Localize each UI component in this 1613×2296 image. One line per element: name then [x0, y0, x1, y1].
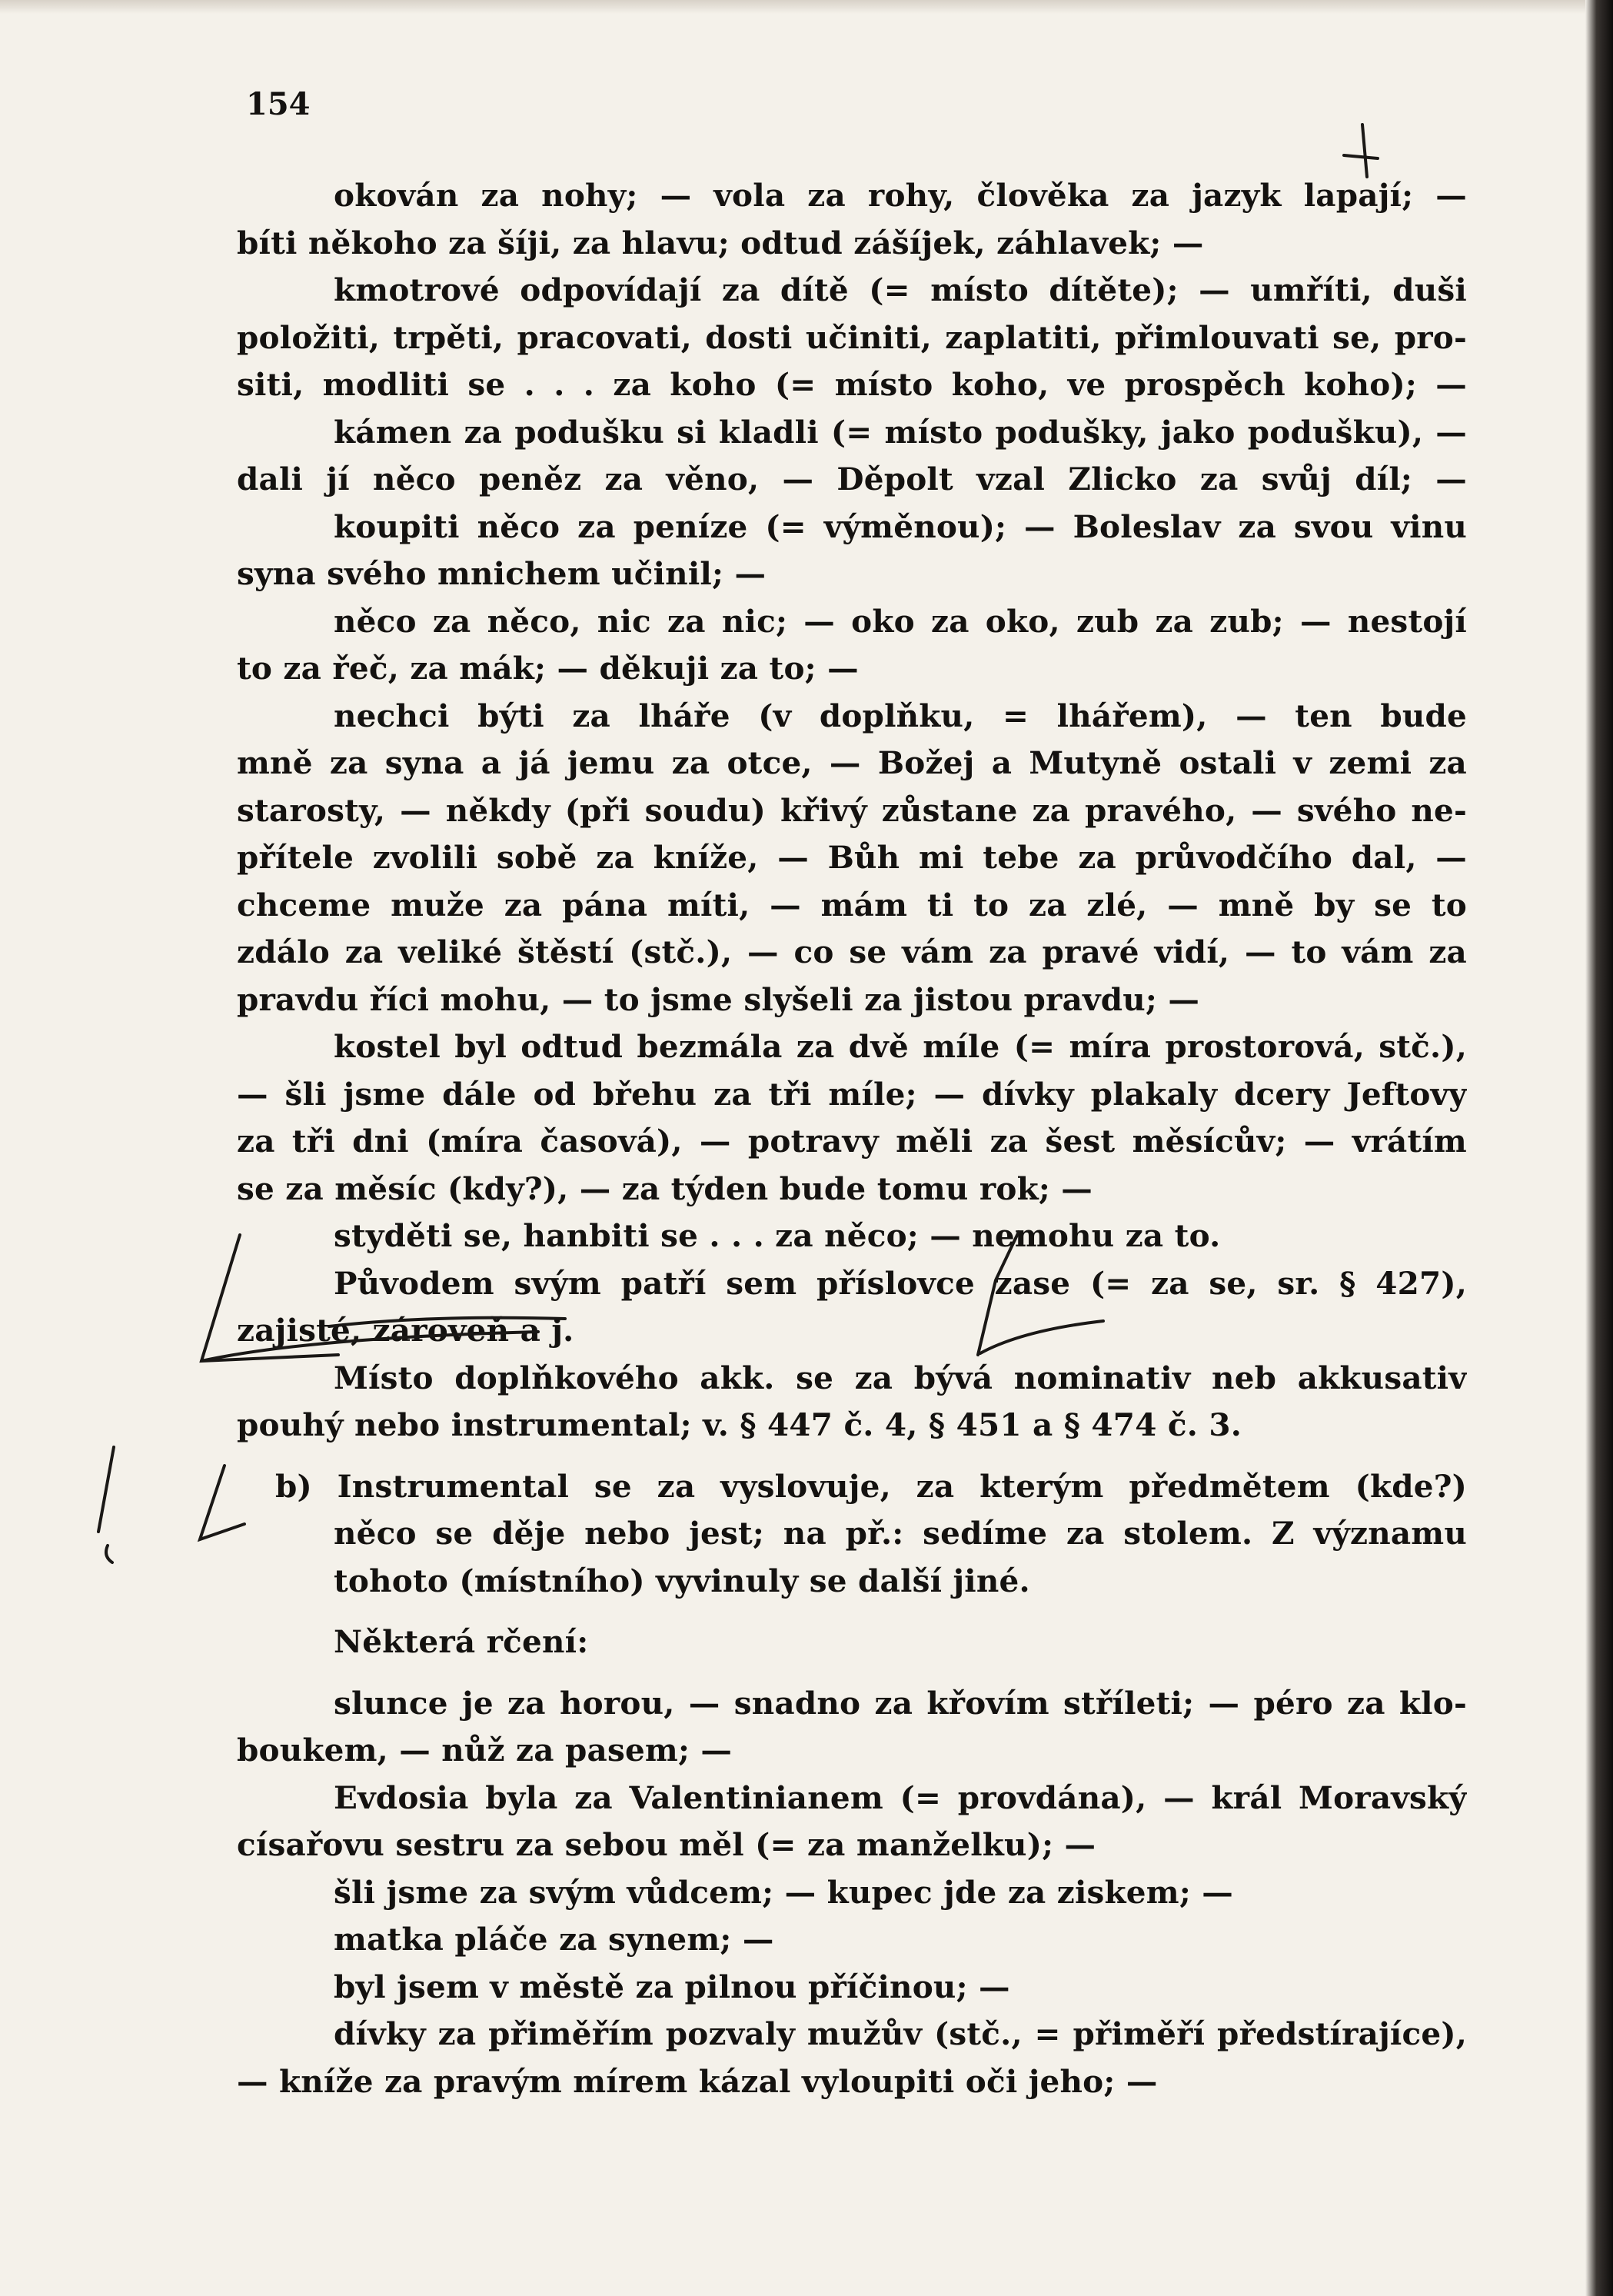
text-line: kmotrové odpovídají za dítě (= místo dítěte); — umříti, duši [334, 271, 1467, 308]
paragraph-gap [237, 1449, 1467, 1463]
text-line: něco se děje nebo jest; na př.: sedíme za stolem. Z významu [334, 1515, 1467, 1552]
text-line: Místo doplňkového akk. se za bývá nominativ neb akkusativ [334, 1359, 1467, 1396]
text-line: mně za syna a já jemu za otce, — Božej a Mutyně ostali v zemi za [237, 744, 1467, 781]
text-line: koupiti něco za peníze (= výměnou); — Boleslav za svou vinu [334, 507, 1467, 545]
text-line: zdálo za veliké štěstí (stč.), — co se vám za pravé vidí, — to vám za [237, 933, 1467, 970]
text-line: syna svého mnichem učinil; — [237, 555, 767, 592]
exclamation-mark-left [98, 1447, 114, 1532]
text-line: slunce je za horou, — snadno za křovím stříleti; — péro za klo- [334, 1684, 1467, 1722]
text-line: položiti, trpěti, pracovati, dosti učiniti, zaplatiti, přimlouvati se, pro- [237, 318, 1467, 356]
text-line: to za řeč, za mák; — děkuji za to; — [237, 650, 859, 687]
text-line: za tři dni (míra časová), — potravy měli za šest měsícův; — vrátím [237, 1123, 1467, 1160]
text-line: — kníže za pravým mírem kázal vyloupiti oči jeho; — [237, 2062, 1158, 2100]
text-line: šli jsme za svým vůdcem; — kupec jde za ziskem; — [334, 1873, 1233, 1911]
text-line: styděti se, hanbiti se . . . za něco; — nemohu za to. [334, 1217, 1221, 1254]
text-line: boukem, — nůž za pasem; — [237, 1732, 733, 1769]
text-line: pravdu říci mohu, — to jsme slyšeli za jistou pravdu; — [237, 980, 1200, 1018]
text-line: kostel byl odtud bezmála za dvě míle (= míra prostorová, stč.), [334, 1028, 1467, 1065]
text-line: dívky za přiměřím pozvaly mužův (stč., = přiměří předstírajíce), [334, 2015, 1467, 2052]
text-line: starosty, — někdy (při soudu) křivý zůstane za pravého, — svého ne- [237, 791, 1467, 829]
text-line: Evdosia byla za Valentinianem (= provdána), — král Moravský [334, 1779, 1467, 1816]
text-line: byl jsem v městě za pilnou příčinou; — [334, 1968, 1010, 2005]
text-line: siti, modliti se . . . za koho (= místo koho, ve prospěch koho); — [237, 366, 1467, 403]
text-line: dali jí něco peněz za věno, — Děpolt vzal Zlicko za svůj díl; — [237, 461, 1467, 497]
text-line: b) Instrumental se za vyslovuje, za kterým předmětem (kde?) [275, 1467, 1467, 1505]
text-line: císařovu sestru za sebou měl (= za manželku); — [237, 1826, 1096, 1863]
page-right-edge [1585, 0, 1613, 2296]
text-line: chceme muže za pána míti, — mám ti to za zlé, — mně by se to [237, 886, 1467, 923]
text-line: Některá rčení: [334, 1623, 589, 1660]
text-line: zajisté, zároveň a j. [237, 1312, 574, 1349]
text-line: přítele zvolili sobě za kníže, — Bůh mi tebe za průvodčího dal, — [237, 839, 1467, 876]
text-line: kámen za podušku si kladli (= místo podušky, jako podušku), — [334, 413, 1467, 451]
paragraph-gap [237, 1605, 1467, 1619]
page-top-edge [0, 0, 1613, 14]
body-text [237, 172, 1467, 2105]
text-line: pouhý nebo instrumental; v. § 447 č. 4, § 451 a § 474 č. 3. [237, 1406, 1242, 1443]
text-line: matka pláče za synem; — [334, 1921, 774, 1958]
text-line: okován za nohy; — vola za rohy, člověka za jazyk lapají; — [334, 177, 1467, 214]
text-line: — šli jsme dále od břehu za tři míle; — dívky plakaly dcery Jeftovy [237, 1075, 1467, 1113]
text-line: bíti někoho za šíji, za hlavu; odtud zášíjek, záhlavek; — [237, 224, 1204, 261]
paragraph-gap [237, 1666, 1467, 1680]
text-line: nechci býti za lháře (v doplňku, = lhářem), — ten bude [334, 697, 1467, 734]
corner-mark [1344, 125, 1378, 177]
text-line: něco za něco, nic za nic; — oko za oko, zub za zub; — nestojí [334, 602, 1467, 640]
page-number: 154 [246, 86, 311, 122]
text-line: tohoto (místního) vyvinuly se další jiné. [334, 1562, 1030, 1599]
exclamation-dot-left [106, 1546, 112, 1562]
text-line: Původem svým patří sem příslovce zase (= za se, sr. § 427), [334, 1264, 1467, 1302]
text-line: se za měsíc (kdy?), — za týden bude tomu rok; — [237, 1170, 1093, 1207]
